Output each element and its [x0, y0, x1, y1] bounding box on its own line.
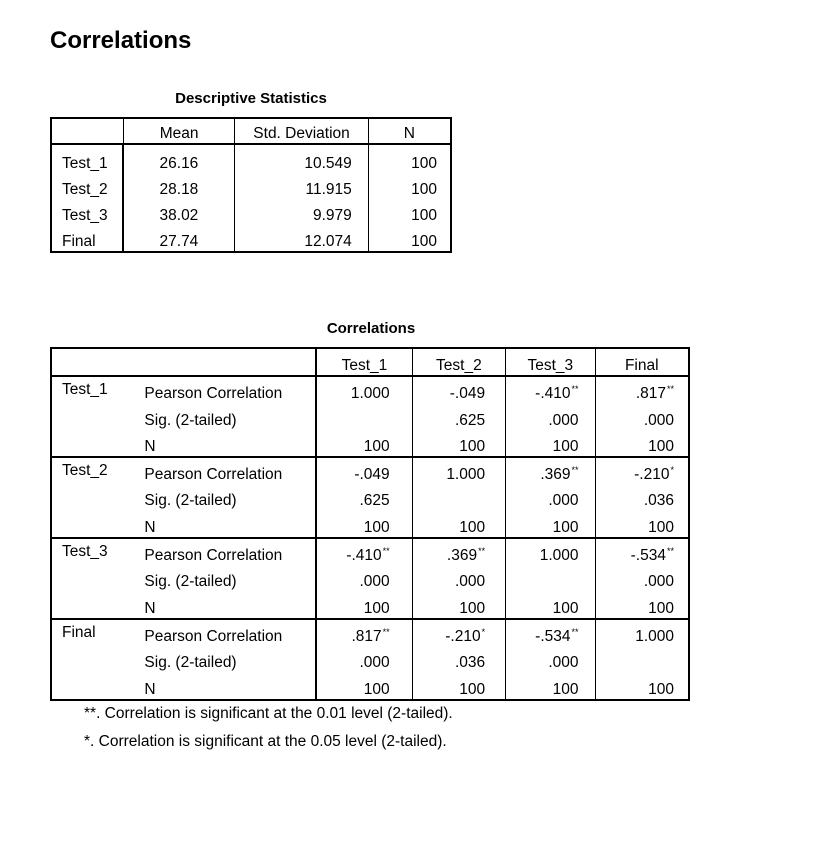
significance-marker: ** — [571, 465, 579, 476]
statistic-label: Sig. (2-tailed) — [142, 646, 316, 672]
variable-label: Final — [51, 619, 142, 700]
correlations-row — [51, 376, 689, 403]
variable-label: Test_2 — [51, 457, 142, 538]
correlations-body — [51, 376, 689, 700]
n-value: 100 — [595, 430, 689, 457]
statistic-label: Sig. (2-tailed) — [142, 403, 316, 429]
significance-marker: ** — [571, 384, 579, 395]
correlation-coefficient: 1.000 — [539, 547, 579, 565]
pearson-value — [316, 376, 412, 403]
row-label: Test_3 — [51, 199, 123, 225]
correlations-header-test2: Test_2 — [412, 348, 505, 376]
sig-value — [595, 646, 689, 672]
mean-value: 27.74 — [123, 225, 234, 252]
row-label: Test_2 — [51, 173, 123, 199]
n-value: 100 — [506, 672, 595, 699]
correlations-row — [51, 510, 689, 537]
footnote-significance-001: **. Correlation is significant at the 0.01 level (2-tailed). — [84, 705, 453, 722]
pearson-value — [506, 457, 595, 484]
std-deviation-value: 9.979 — [235, 199, 368, 225]
page-title: Correlations — [50, 27, 192, 54]
correlation-coefficient: 1.000 — [635, 627, 674, 645]
statistic-label: Sig. (2-tailed) — [142, 565, 316, 591]
correlations-header-test3: Test_3 — [506, 348, 595, 376]
descriptives-header-row — [51, 118, 451, 144]
variable-label: Test_1 — [62, 381, 108, 398]
pearson-value — [412, 457, 505, 484]
statistic-label: N — [142, 672, 316, 699]
n-value: 100 — [368, 144, 451, 173]
n-value: 100 — [316, 672, 412, 699]
statistic-label: Pearson Correlation — [142, 376, 316, 403]
pearson-value — [412, 538, 505, 565]
sig-value: .625 — [412, 403, 505, 429]
pearson-value — [595, 457, 689, 484]
footnote-significance-005: *. Correlation is significant at the 0.05 level (2-tailed). — [84, 733, 447, 750]
row-label: Final — [51, 225, 123, 252]
correlations-row — [51, 403, 689, 429]
statistic-label: N — [142, 591, 316, 618]
n-value: 100 — [412, 430, 505, 457]
n-value: 100 — [412, 510, 505, 537]
descriptives-row — [51, 225, 451, 252]
correlations-row — [51, 484, 689, 510]
correlations-header-test1: Test_1 — [316, 348, 412, 376]
pearson-value — [316, 538, 412, 565]
sig-value: .000 — [506, 484, 595, 510]
n-value: 100 — [412, 591, 505, 618]
sig-value — [506, 565, 595, 591]
descriptives-row — [51, 144, 451, 173]
std-deviation-value: 11.915 — [235, 173, 368, 199]
correlation-coefficient: -.049 — [354, 466, 390, 484]
n-value: 100 — [368, 225, 451, 252]
descriptives-header-mean: Mean — [123, 118, 234, 144]
sig-value: .625 — [316, 484, 412, 510]
variable-label: Test_3 — [51, 538, 142, 619]
correlations-caption: Correlations — [326, 320, 416, 337]
std-deviation-value: 12.074 — [235, 225, 368, 252]
correlation-coefficient: .369 — [540, 466, 571, 484]
pearson-value — [316, 457, 412, 484]
correlation-coefficient: .817 — [351, 627, 382, 645]
correlation-coefficient: -.534 — [630, 547, 666, 565]
sig-value — [316, 403, 412, 429]
sig-value: .000 — [506, 646, 595, 672]
pearson-value — [595, 376, 689, 403]
descriptives-caption: Descriptive Statistics — [175, 90, 327, 107]
n-value: 100 — [368, 199, 451, 225]
descriptives-table — [50, 117, 452, 253]
descriptives-row — [51, 199, 451, 225]
correlations-table — [50, 347, 690, 701]
pearson-value — [412, 376, 505, 403]
significance-marker: ** — [666, 384, 674, 395]
correlation-coefficient: .369 — [446, 547, 478, 565]
descriptives-row — [51, 173, 451, 199]
significance-marker: ** — [666, 545, 674, 556]
correlation-coefficient: -.210 — [634, 466, 670, 484]
mean-value: 38.02 — [123, 199, 234, 225]
significance-marker: ** — [478, 545, 486, 556]
significance-marker: * — [670, 465, 674, 476]
statistic-label: Sig. (2-tailed) — [142, 484, 316, 510]
pearson-value — [412, 619, 505, 646]
n-value: 100 — [506, 430, 595, 457]
descriptives-header-n: N — [368, 118, 451, 144]
row-label: Test_1 — [51, 144, 123, 173]
n-value: 100 — [316, 591, 412, 618]
sig-value: .000 — [316, 565, 412, 591]
descriptives-header-sd: Std. Deviation — [235, 118, 368, 144]
pearson-value — [595, 619, 689, 646]
statistic-label: N — [142, 510, 316, 537]
significance-marker: ** — [571, 626, 579, 637]
statistic-label: Pearson Correlation — [142, 619, 316, 646]
significance-marker: * — [481, 626, 486, 637]
n-value: 100 — [412, 672, 505, 699]
correlations-row — [51, 619, 689, 646]
correlations-row — [51, 457, 689, 484]
correlation-coefficient: -.410 — [535, 385, 571, 403]
sig-value: .036 — [412, 646, 505, 672]
statistic-label: N — [142, 430, 316, 457]
descriptives-header-blank — [51, 118, 123, 144]
sig-value: .000 — [595, 403, 689, 429]
n-value: 100 — [316, 510, 412, 537]
std-deviation-value: 10.549 — [235, 144, 368, 173]
correlations-row — [51, 591, 689, 618]
pearson-value — [316, 619, 412, 646]
n-value: 100 — [595, 672, 689, 699]
sig-value: .000 — [316, 646, 412, 672]
n-value: 100 — [368, 173, 451, 199]
correlation-coefficient: -.210 — [445, 627, 481, 645]
sig-value: .036 — [595, 484, 689, 510]
correlations-header-final: Final — [595, 348, 689, 376]
correlations-header-blank — [51, 348, 316, 376]
correlations-row — [51, 565, 689, 591]
statistic-label: Pearson Correlation — [142, 538, 316, 565]
n-value: 100 — [316, 430, 412, 457]
correlations-header-row — [51, 348, 689, 376]
correlation-coefficient: -.534 — [535, 627, 571, 645]
sig-value: .000 — [595, 565, 689, 591]
mean-value: 26.16 — [123, 144, 234, 173]
correlation-coefficient: .817 — [635, 385, 666, 403]
correlations-row — [51, 672, 689, 699]
n-value: 100 — [506, 510, 595, 537]
correlation-coefficient: 1.000 — [446, 466, 486, 484]
sig-value: .000 — [506, 403, 595, 429]
n-value: 100 — [506, 591, 595, 618]
pearson-value — [506, 619, 595, 646]
correlation-coefficient: -.410 — [346, 547, 382, 565]
n-value: 100 — [595, 510, 689, 537]
mean-value: 28.18 — [123, 173, 234, 199]
sig-value: .000 — [412, 565, 505, 591]
sig-value — [412, 484, 505, 510]
significance-marker: ** — [382, 626, 390, 637]
correlation-coefficient: -.049 — [449, 385, 486, 403]
pearson-value — [506, 538, 595, 565]
correlations-row — [51, 646, 689, 672]
pearson-value — [595, 538, 689, 565]
descriptives-body — [51, 144, 451, 252]
correlations-row — [51, 430, 689, 457]
significance-marker: ** — [382, 545, 390, 556]
correlation-coefficient: 1.000 — [350, 385, 390, 403]
correlations-row — [51, 538, 689, 565]
statistic-label: Pearson Correlation — [142, 457, 316, 484]
n-value: 100 — [595, 591, 689, 618]
pearson-value — [506, 376, 595, 403]
